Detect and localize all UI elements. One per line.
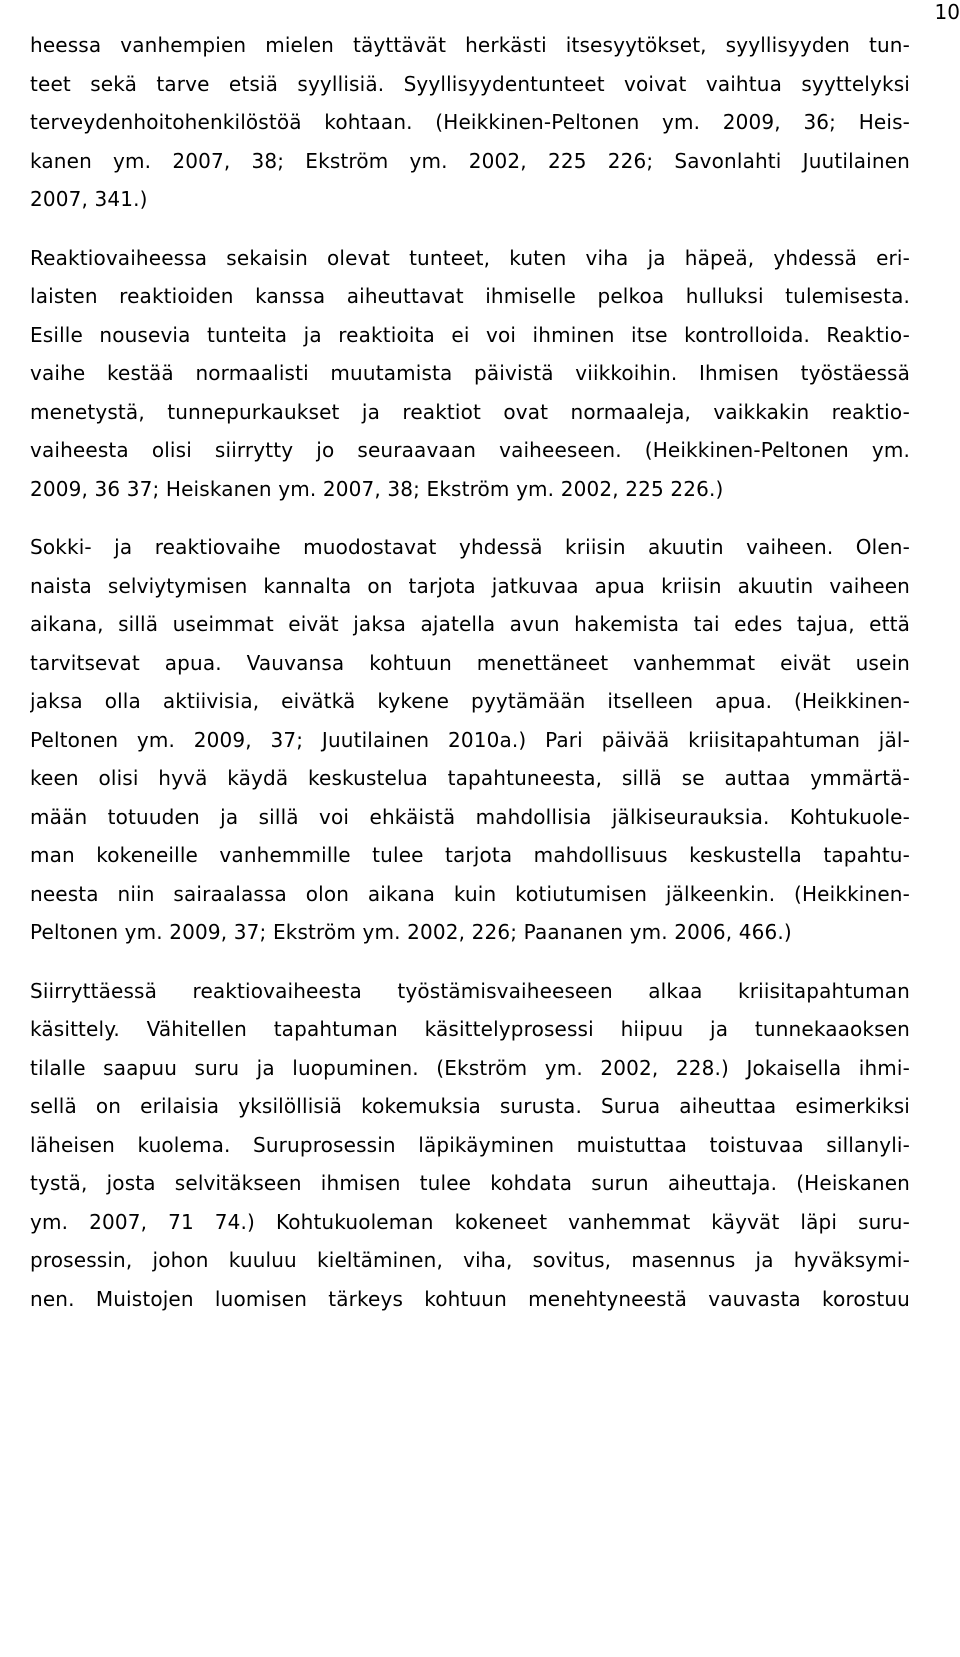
text-line: keen olisi hyvä käydä keskustelua tapahtuneesta, sillä se auttaa ymmärtä- [30,766,910,790]
text-line: Reaktiovaiheessa sekaisin olevat tunteet, kuten viha ja häpeä, yhdessä eri- [30,245,910,270]
page-number: 10 [934,0,960,24]
text-line: teet sekä tarve etsiä syyllisiä. Syyllisyydentunteet voivat vaihtua syyttelyksi [30,71,910,96]
text-line: tystä, josta selvitäkseen ihmisen tulee kohdata surun aiheuttaja. (Heiskanen [30,1171,910,1195]
text-line: Siirryttäessä reaktiovaiheesta työstämisvaiheeseen alkaa kriisitapahtuman [30,978,910,1003]
text-line: vaihe kestää normaalisti muutamista päivistä viikkoihin. Ihmisen työstäessä [30,361,910,385]
text-line: naista selviytymisen kannalta on tarjota jatkuvaa apua kriisin akuutin vaiheen [30,573,910,598]
text-line: kanen ym. 2007, 38; Ekström ym. 2002, 225 226; Savonlahti Juutilainen [30,148,910,173]
paragraph-4 [30,972,910,1319]
paragraph-3 [30,528,910,952]
text-line: nen. Muistojen luomisen tärkeys kohtuun menehtyneestä vauvasta korostuu [30,1286,910,1311]
text-line: läheisen kuolema. Suruprosessin läpikäyminen muistuttaa toistuvaa sillanyli- [30,1132,910,1157]
text-line: sellä on erilaisia yksilöllisiä kokemuksia surusta. Surua aiheuttaa esimerkiksi [30,1094,910,1118]
text-line: Peltonen ym. 2009, 37; Ekström ym. 2002, 226; Paananen ym. 2006, 466.) [30,920,792,944]
text-line: 2007, 341.) [30,187,148,211]
body-text [30,26,910,1338]
text-line: Esille nousevia tunteita ja reaktioita ei voi ihminen itse kontrolloida. Reaktio- [30,322,910,347]
text-line: 2009, 36 37; Heiskanen ym. 2007, 38; Ekström ym. 2002, 225 226.) [30,476,724,501]
text-line: menetystä, tunnepurkaukset ja reaktiot ovat normaaleja, vaikkakin reaktio- [30,399,910,424]
text-line: Peltonen ym. 2009, 37; Juutilainen 2010a.) Pari päivää kriisitapahtuman jäl- [30,727,910,752]
text-line: tarvitsevat apua. Vauvansa kohtuun menettäneet vanhemmat eivät usein [30,650,910,675]
paragraph-1 [30,26,910,219]
text-line: prosessin, johon kuuluu kieltäminen, viha, sovitus, masennus ja hyväksymi- [30,1248,910,1272]
text-line: vaiheesta olisi siirrytty jo seuraavaan vaiheeseen. (Heikkinen-Peltonen ym. [30,438,910,462]
text-line: heessa vanhempien mielen täyttävät herkästi itsesyytökset, syyllisyyden tun- [30,33,910,57]
text-line: käsittely. Vähitellen tapahtuman käsittelyprosessi hiipuu ja tunnekaaoksen [30,1017,910,1041]
text-line: jaksa olla aktiivisia, eivätkä kykene pyytämään itselleen apua. (Heikkinen- [30,689,910,713]
text-line: aikana, sillä useimmat eivät jaksa ajatella avun hakemista tai edes tajua, että [30,612,910,636]
paragraph-2 [30,239,910,509]
text-line: Sokki- ja reaktiovaihe muodostavat yhdessä kriisin akuutin vaiheen. Olen- [30,535,910,559]
text-line: laisten reaktioiden kanssa aiheuttavat ihmiselle pelkoa hulluksi tulemisesta. [30,284,910,308]
text-line: man kokeneille vanhemmille tulee tarjota mahdollisuus keskustella tapahtu- [30,843,910,867]
text-line: tilalle saapuu suru ja luopuminen. (Ekström ym. 2002, 228.) Jokaisella ihmi- [30,1055,910,1080]
text-line: terveydenhoitohenkilöstöä kohtaan. (Heikkinen-Peltonen ym. 2009, 36; Heis- [30,110,910,134]
text-line: neesta niin sairaalassa olon aikana kuin kotiutumisen jälkeenkin. (Heikkinen- [30,881,910,906]
text-line: ym. 2007, 71 74.) Kohtukuoleman kokeneet vanhemmat käyvät läpi suru- [30,1209,910,1234]
text-line: mään totuuden ja sillä voi ehkäistä mahdollisia jälkiseurauksia. Kohtukuole- [30,804,910,829]
